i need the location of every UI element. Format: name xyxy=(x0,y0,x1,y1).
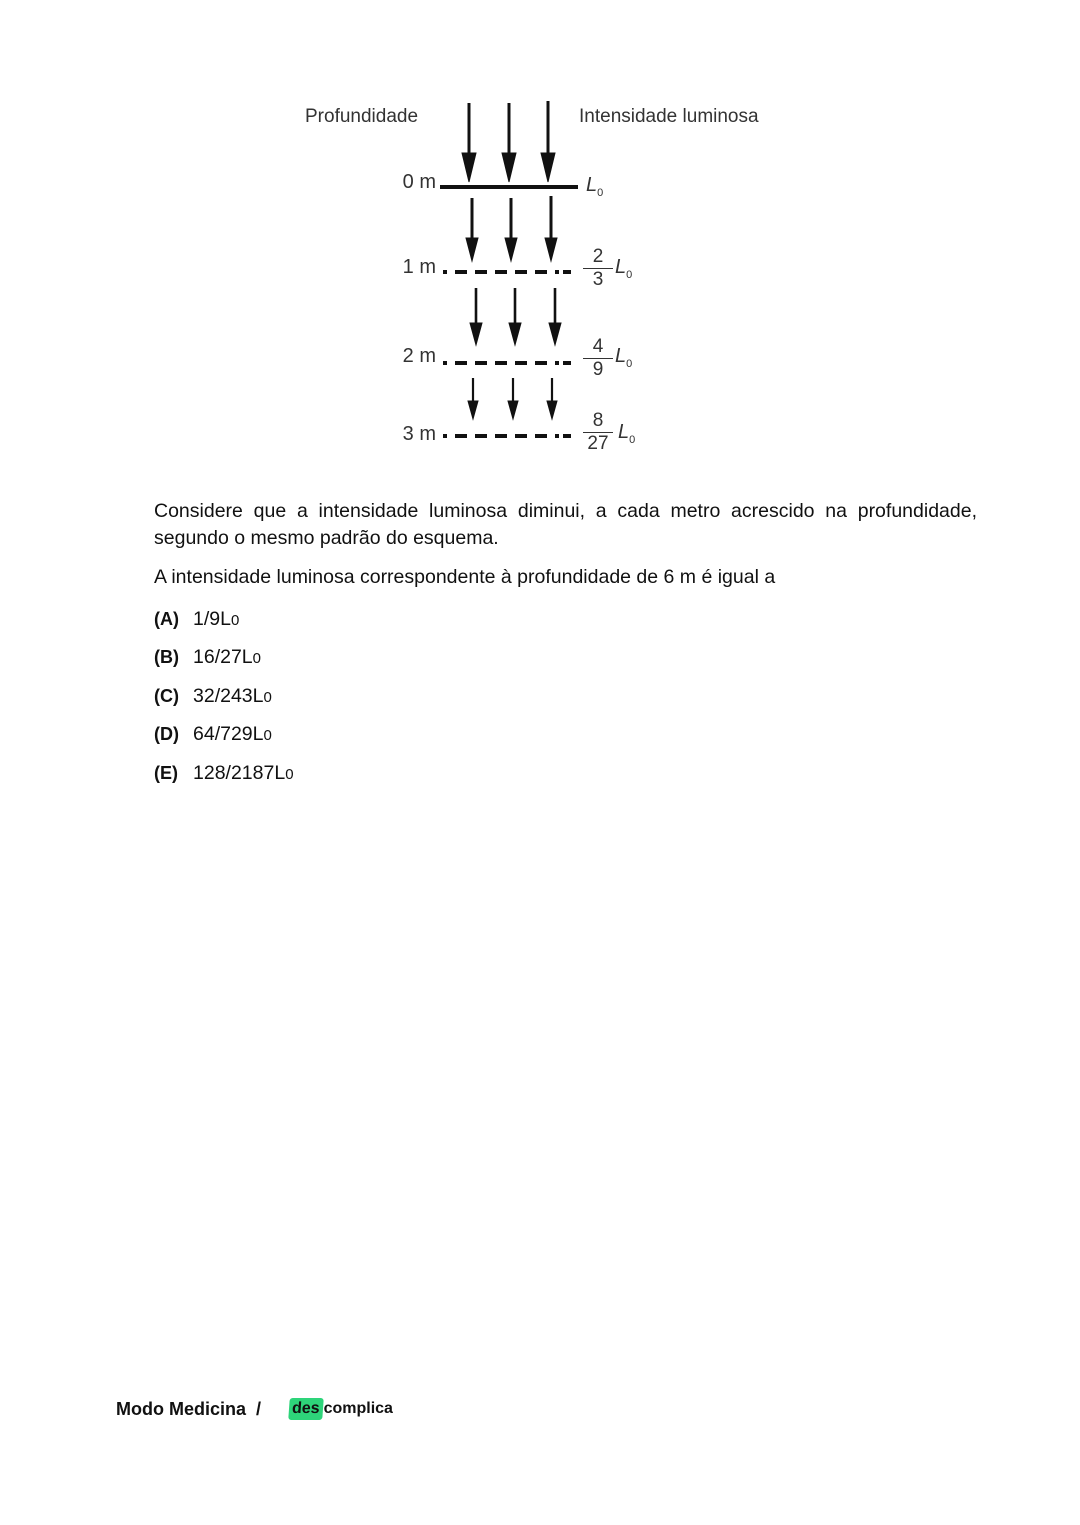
intensity-level-2: $L_0$ xyxy=(615,345,633,370)
depth-label-2: 2 m xyxy=(402,345,436,367)
fraction-level-2: $\frac{4}{9}$ xyxy=(583,336,613,381)
depth-label-1: 1 m xyxy=(402,256,436,278)
question-prompt: A intensidade luminosa correspondente à profundidade de 6 m é igual a xyxy=(154,566,776,588)
intensity-level-0: $L_0$ xyxy=(586,174,604,199)
option-e[interactable]: (E) 128/2187L0 xyxy=(154,761,294,784)
option-b[interactable]: (B) 16/27L0 xyxy=(154,646,261,669)
depth-label-0: 0 m xyxy=(402,171,436,193)
descomplica-logo xyxy=(289,1398,393,1420)
depth-axis-label: Profundidade xyxy=(305,106,419,127)
depth-label-3: 3 m xyxy=(402,423,436,445)
intensity-axis-label: Intensidade luminosa xyxy=(579,106,759,127)
intensity-level-3: $L_0$ xyxy=(618,421,636,446)
logo-highlight: des xyxy=(288,1398,323,1420)
fraction-level-3: $\frac{8}{27}$ xyxy=(583,410,613,455)
answer-options xyxy=(154,600,294,793)
question-context: Considere que a intensidade luminosa diminui, a cada metro acrescido na profundidade, segundo o mesmo padrão do esquema. xyxy=(154,500,977,549)
light-intensity-diagram xyxy=(290,95,790,475)
footer-brand: Modo Medicina xyxy=(116,1398,246,1419)
option-d[interactable]: (D) 64/729L0 xyxy=(154,723,272,746)
logo-text: complica xyxy=(323,1400,393,1417)
diagram-lines-and-arrows xyxy=(290,95,790,475)
option-a[interactable]: (A) 1/9L0 xyxy=(154,607,240,630)
fraction-level-1: $\frac{2}{3}$ xyxy=(583,246,613,291)
option-c[interactable]: (C) 32/243L0 xyxy=(154,684,272,707)
page-footer xyxy=(116,1398,393,1420)
footer-separator: / xyxy=(256,1398,262,1419)
intensity-level-1: $L_0$ xyxy=(615,256,633,281)
